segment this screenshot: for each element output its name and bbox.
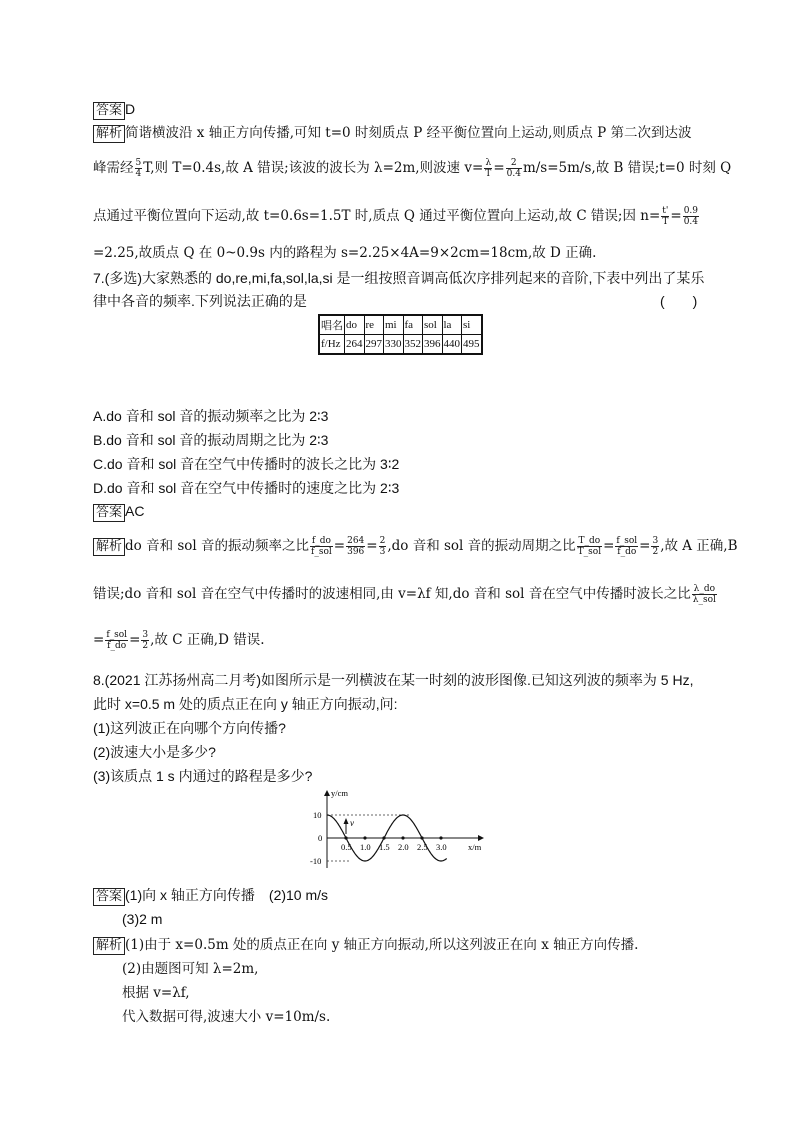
q7-analysis-line-2: 错误;do 音和 sol 音在空气中传播时的波速相同,由 v=λf 知,do 音和 sol 音在空气中传播时波长之比 $\frac{\lambda\_do}{\text{λ\_sol}}$ xyxy=(93,584,716,605)
table-row xyxy=(319,315,482,335)
wave-graph xyxy=(300,788,500,870)
q7-option-b: B.do 音和 sol 音的振动周期之比为 2∶3 xyxy=(93,432,329,448)
x-tick-dot xyxy=(420,836,423,839)
y-axis-label: y/cm xyxy=(331,788,348,798)
q8-analysis-line-3: 根据 v=λf, xyxy=(122,985,190,1001)
y-tick: 10 xyxy=(313,810,322,820)
q8-question-3: (3)该质点 1 s 内通过的路程是多少? xyxy=(93,768,313,784)
table-cell: 352 xyxy=(403,335,423,355)
answer-tag: 答案 xyxy=(93,102,125,120)
x-tick-label: 2.0 xyxy=(398,842,409,852)
x-tick-label: 0.5 xyxy=(341,842,352,852)
fraction: $\frac{t'}{T}$ xyxy=(662,206,669,227)
table-cell: la xyxy=(442,315,462,335)
table-cell: 264 xyxy=(345,335,365,355)
q8-stem-line-1: 8.(2021 江苏扬州高二月考)如图所示是一列横波在某一时刻的波形图像.已知这列波的频率为 5 Hz, xyxy=(93,672,694,688)
x-axis-arrow xyxy=(478,835,484,841)
velocity-label: v xyxy=(350,818,354,828)
x-tick-label: 3.0 xyxy=(436,842,447,852)
x-tick-dot xyxy=(344,836,347,839)
table-row-header: 唱名 xyxy=(319,315,345,335)
q6-analysis-line-4: =2.25,故质点 Q 在 0~0.9s 内的路程为 s=2.25×4A=9×2cm=18cm,故 D 正确. xyxy=(93,245,597,261)
fraction: $\frac{5}{4}$ xyxy=(135,158,142,179)
q7-analysis-line-3: = $\frac{\text{f\_sol}}{f\_do}$ = $\frac{3}{2}$ ,故 C 正确,D 错误. xyxy=(93,630,265,651)
analysis-tag: 解析 xyxy=(93,125,125,143)
x-tick-dot xyxy=(363,836,366,839)
q6-analysis-line-1: 解析 简谐横波沿 x 轴正方向传播,可知 t=0 时刻质点 P 经平衡位置向上运动,则质点 P 第二次到达波 xyxy=(93,124,692,143)
fraction: $\frac{\lambda\_do}{\text{λ\_sol}}$ xyxy=(692,584,716,605)
y-tick: -10 xyxy=(310,856,322,866)
fraction: $\frac{2}{3}$ xyxy=(379,536,386,557)
table-cell: 396 xyxy=(423,335,443,355)
table-cell: fa xyxy=(403,315,423,335)
fraction: $\frac{f\_do}{\text{f\_sol}}$ xyxy=(311,536,332,557)
table-cell: sol xyxy=(423,315,443,335)
table-cell: si xyxy=(462,315,482,335)
q8-stem-line-2: 此时 x=0.5 m 处的质点正在向 y 轴正方向振动,问: xyxy=(93,696,398,712)
q8-question-1: (1)这列波正在向哪个方向传播? xyxy=(93,720,286,736)
fraction: $\frac{T\_do}{\text{T\_sol}}$ xyxy=(577,536,602,557)
x-tick-label: 1.5 xyxy=(379,842,390,852)
table-cell: re xyxy=(364,315,384,335)
analysis-tag: 解析 xyxy=(93,937,125,955)
q7-option-a: A.do 音和 sol 音的振动频率之比为 2∶3 xyxy=(93,408,329,424)
x-tick-dot xyxy=(382,836,385,839)
x-ticks xyxy=(341,836,447,852)
q7-stem-line-1: 7.(多选)大家熟悉的 do,re,mi,fa,sol,la,si 是一组按照音调高低次序排列起来的音阶,下表中列出了某乐 xyxy=(93,270,705,286)
q8-analysis-line-4: 代入数据可得,波速大小 v=10m/s. xyxy=(122,1009,331,1025)
table-cell: 440 xyxy=(442,335,462,355)
x-tick-dot xyxy=(401,836,404,839)
fraction: $\frac{0.9}{0.4}$ xyxy=(683,206,699,227)
table-row xyxy=(319,335,482,355)
q8-question-2: (2)波速大小是多少? xyxy=(93,744,216,760)
answer-tag: 答案 xyxy=(93,888,125,906)
q6-analysis-line-3: 点通过平衡位置向下运动,故 t=0.6s=1.5T 时,质点 Q 通过平衡位置向上运动,故 C 错误;因 n= $\frac{t'}{T}$ = $\frac{0.9}{0.4}$ xyxy=(93,206,699,227)
q7-answer-line xyxy=(93,502,144,522)
fraction: $\frac{\text{f\_sol}}{f\_do}$ xyxy=(616,536,638,557)
q7-option-c: C.do 音和 sol 音在空气中传播时的波长之比为 3∶2 xyxy=(93,456,400,472)
q6-answer-line xyxy=(93,100,135,120)
q7-stem-line-2: 律中各音的频率.下列说法正确的是 xyxy=(93,293,307,309)
fraction: $\frac{\text{f\_sol}}{f\_do}$ xyxy=(106,630,128,651)
fraction: $\frac{3}{2}$ xyxy=(142,630,149,651)
table-row-header: f/Hz xyxy=(319,335,345,355)
q8-answer-line-2: (3)2 m xyxy=(122,911,163,927)
analysis-tag: 解析 xyxy=(93,538,125,556)
x-tick-dot xyxy=(439,836,442,839)
x-tick-label: 1.0 xyxy=(360,842,371,852)
table-cell: do xyxy=(345,315,365,335)
q7-option-d: D.do 音和 sol 音在空气中传播时的速度之比为 2∶3 xyxy=(93,480,400,496)
q6-analysis-line-2: 峰需经 $\frac{5}{4}$ T,则 T=0.4s,故 A 错误;该波的波长为 λ=2m,则波速 v= $\frac{\lambda}{T}$ = $\frac{2}{0.4}$ m/s=5m/s,故 B 错误;t=0 时刻 Q xyxy=(93,158,732,179)
table-cell: mi xyxy=(384,315,404,335)
fraction: $\frac{264}{396}$ xyxy=(347,536,365,557)
x-axis-label: x/m xyxy=(468,842,482,852)
answer-tag: 答案 xyxy=(93,504,125,522)
table-cell: 330 xyxy=(384,335,404,355)
answer-value: D xyxy=(125,101,136,117)
frequency-table xyxy=(318,314,483,355)
fraction: $\frac{2}{0.4}$ xyxy=(506,158,521,179)
table-cell: 297 xyxy=(364,335,384,355)
fraction: $\frac{3}{2}$ xyxy=(652,536,659,557)
q8-analysis-line-1: 解析 (1)由于 x=0.5m 处的质点正在向 y 轴正方向振动,所以这列波正在向 x 轴正方向传播. xyxy=(93,936,638,955)
x-tick-label: 2.5 xyxy=(417,842,428,852)
table-cell: 495 xyxy=(462,335,482,355)
q8-answer-line-1: 答案 (1)向 x 轴正方向传播 (2)10 m/s xyxy=(93,886,328,906)
q7-answer-paren: ( ) xyxy=(660,293,698,309)
answer-value: AC xyxy=(125,503,145,519)
y-tick: 0 xyxy=(318,833,323,843)
fraction: $\frac{\lambda}{T}$ xyxy=(485,158,492,179)
q8-analysis-line-2: (2)由题图可知 λ=2m, xyxy=(122,961,259,977)
y-axis-arrow xyxy=(324,790,330,796)
q7-analysis-line-1: 解析 do 音和 sol 音的振动频率之比 $\frac{f\_do}{\text{f\_sol}}$ = $\frac{264}{396}$ = $\frac{2}{3}$ ,do 音和 sol 音的振动周期之比 $\frac{T\_do}{\text{T\_sol}}$ = $\frac{\text{f\_sol}}{f\_do}$ = $\frac{3}{2}$ ,故 A 正确,B xyxy=(93,536,738,557)
velocity-arrowhead xyxy=(344,818,349,824)
